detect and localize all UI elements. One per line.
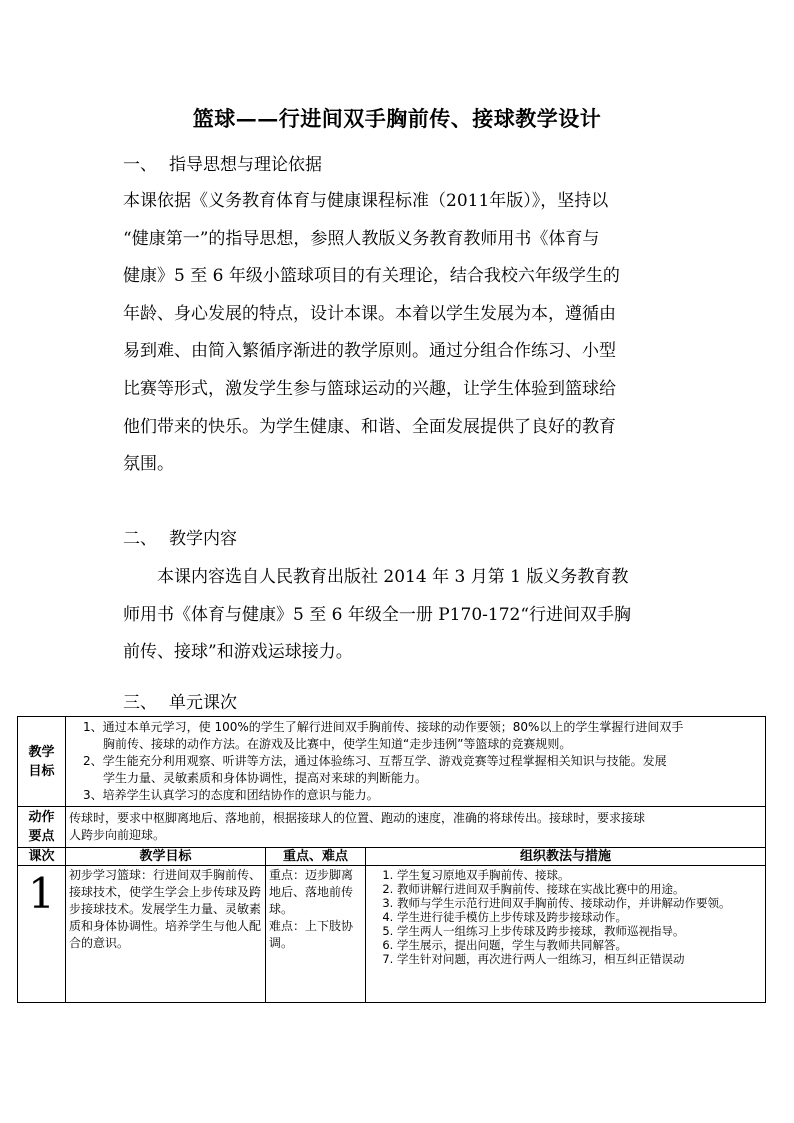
goals-label: 教学目标	[28, 744, 55, 779]
key-points-row	[18, 807, 766, 848]
list-item: 1. 学生复习原地双手胸前传、接球。	[397, 868, 762, 882]
list-item: 5. 学生两人一组练习上步传球及跨步接球，教师巡视指导。	[397, 924, 762, 938]
section1-number: 一、	[123, 155, 157, 175]
section2-line: 前传、接球”和游戏运球接力。	[123, 642, 353, 663]
list-item: 7. 学生针对问题，再次进行两人一组练习，相互纠正错误动	[397, 952, 762, 966]
section1-line: 健康》5 至 6 年级小篮球项目的有关理论，结合我校六年级学生的	[123, 266, 620, 287]
key-point-line: 传球时，要求中枢脚离地后、落地前，根据接球人的位置、跑动的速度，准确的将球传出。接球时，要求接球	[69, 811, 646, 825]
header-objectives: 教学目标	[66, 848, 266, 866]
lesson-number: 1	[18, 866, 66, 1003]
goals-label-cell	[18, 717, 66, 807]
lesson-focus	[266, 866, 366, 1003]
list-item: 3. 教师与学生示范行进间双手胸前传、接球动作，并讲解动作要领。	[397, 896, 762, 910]
key-points-cell	[66, 807, 766, 848]
lesson-table	[17, 716, 766, 1003]
lesson-objective	[66, 866, 266, 1003]
difficulty-text: 难点：上下肢协调。	[269, 919, 354, 950]
section2-paragraph	[123, 559, 683, 672]
list-item: 4. 学生进行徒手模仿上步传球及跨步接球动作。	[397, 910, 762, 924]
goals-row	[18, 717, 766, 807]
key-point-line: 人跨步向前迎球。	[69, 828, 166, 842]
list-item: 6. 学生展示，提出问题，学生与教师共同解答。	[397, 938, 762, 952]
lesson-methods	[366, 866, 766, 1003]
section1-line: 他们带来的快乐。为学生健康、和谐、全面发展提供了良好的教育	[123, 416, 616, 437]
goal-line: 学生力量、灵敏素质和身体协调性，提高对来球的判断能力。	[103, 771, 428, 785]
header-lesson: 课次	[18, 848, 66, 866]
page-title: 篮球——行进间双手胸前传、接球教学设计	[192, 106, 602, 131]
list-item: 2. 教师讲解行进间双手胸前传、接球在实战比赛中的用途。	[397, 882, 762, 896]
section2-heading	[123, 524, 237, 549]
header-focus: 重点、难点	[266, 848, 366, 866]
section3-number: 三、	[123, 693, 157, 713]
header-methods: 组织教法与措施	[366, 848, 766, 866]
section1-line: 易到难、由简入繁循序渐进的教学原则。通过分组合作练习、小型	[123, 341, 616, 362]
key-label-cell	[18, 807, 66, 848]
goal-line: 3、培养学生认真学习的态度和团结协作的意识与能力。	[83, 788, 379, 802]
section1-paragraph	[123, 183, 683, 484]
section2-number: 二、	[123, 529, 157, 549]
section3-title: 单元课次	[169, 693, 237, 713]
methods-list	[369, 868, 762, 966]
goal-line: 2、学生能充分利用观察、听讲等方法，通过体验练习、互帮互学、游戏竞赛等过程掌握相关知识与技能。发展	[83, 754, 667, 768]
section3-heading	[123, 688, 237, 713]
section1-heading	[123, 150, 322, 175]
goal-line: 1、通过本单元学习，使 100%的学生了解行进间双手胸前传、接球的动作要领；80%以上的学生掌握行进间双手	[83, 720, 684, 734]
section1-line: 比赛等形式，激发学生参与篮球运动的兴趣，让学生体验到篮球给	[123, 378, 616, 399]
table-row	[18, 866, 766, 1003]
lesson-objective-text: 初步学习篮球：行进间双手胸前传、接球技术，使学生学会上步传球及跨步接球技术。发展学生力量、灵敏素质和身体协调性。培养学生与他人配合的意识。	[69, 868, 262, 950]
goals-cell	[66, 717, 766, 807]
methods-clip	[369, 868, 762, 1001]
section1-line: 年龄、身心发展的特点，设计本课。本着以学生发展为本，遵循由	[123, 303, 616, 324]
section1-line: 氛围。	[123, 454, 174, 475]
section1-title: 指导思想与理论依据	[169, 155, 322, 175]
focus-text: 重点：迈步脚离地后、落地前传球。	[269, 868, 354, 916]
key-label: 动作要点	[28, 810, 55, 844]
section1-line: 本课依据《义务教育体育与健康课程标准（2011年版）》，坚持以	[123, 191, 609, 211]
section2-line: 本课内容选自人民教育出版社 2014 年 3 月第 1 版义务教育教	[123, 567, 629, 587]
section1-line: “健康第一”的指导思想，参照人教版义务教育教师用书《体育与	[123, 228, 600, 249]
section2-title: 教学内容	[169, 529, 237, 549]
section2-line: 师用书《体育与健康》5 至 6 年级全一册 P170-172“行进间双手胸	[123, 604, 632, 625]
table-header-row	[18, 848, 766, 866]
goal-line: 胸前传、接球的动作方法。在游戏及比赛中，使学生知道“走步违例”等篮球的竞赛规则。	[103, 737, 572, 751]
